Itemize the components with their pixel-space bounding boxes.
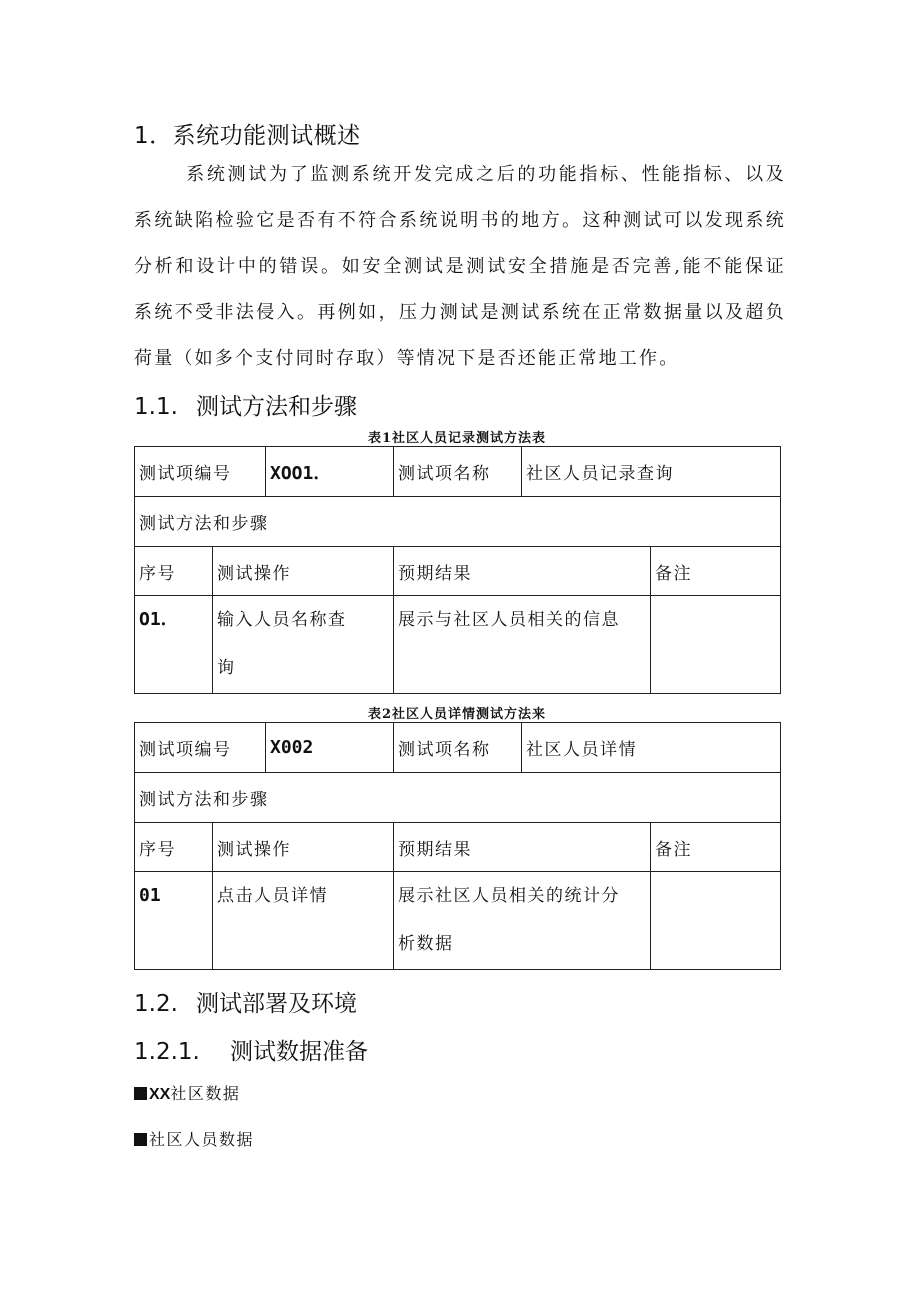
list-item: [134, 1127, 254, 1150]
column-header-note: 备注: [651, 823, 781, 872]
list-item: [134, 1081, 240, 1104]
test-table-2: [134, 722, 781, 970]
table-1-caption: 表1社区人员记录测试方法表: [367, 431, 547, 446]
test-name-label: 测试项名称: [394, 723, 522, 773]
section-number: 1．: [134, 123, 173, 149]
test-method-label: 测试方法和步骤: [135, 497, 781, 547]
bullet-text: 社区数据: [170, 1084, 241, 1103]
section-title: 测试方法和步骤: [196, 394, 357, 420]
section-title: 测试部署及环境: [196, 991, 357, 1017]
section-number: 1.2.1.: [134, 1039, 200, 1065]
section-heading-1: [134, 117, 361, 150]
section-number: 1.1.: [134, 394, 178, 420]
column-header-operation: 测试操作: [213, 823, 394, 872]
filled-square-icon: [134, 1133, 147, 1146]
column-header-seq: 序号: [135, 823, 213, 872]
section-heading-1-1: [134, 388, 357, 421]
row-note: [651, 872, 781, 970]
intro-paragraph: 系统测试为了监测系统开发完成之后的功能指标、性能指标、以及系统缺陷检验它是否有不符合系统说明书的地方。这种测试可以发现系统分析和设计中的错误。如安全测试是测试安全措施是否完善,能不能保证系统不受非法侵入。再例如，压力测试是测试系统在正常数据量以及超负荷量（如多个支付同时存取）等情况下是否还能正常地工作。: [134, 164, 786, 369]
row-expected: 展示社区人员相关的统计分析数据: [394, 872, 651, 970]
row-note: [651, 596, 781, 694]
section-heading-1-2: [134, 985, 357, 1018]
row-seq: O1．: [135, 596, 213, 694]
column-header-expected: 预期结果: [394, 823, 651, 872]
test-id-value: X002: [266, 723, 394, 773]
table-row: [135, 596, 781, 694]
test-name-label: 测试项名称: [394, 447, 522, 497]
section-number: 1.2.: [134, 991, 178, 1017]
row-seq: 01: [135, 872, 213, 970]
section-title: 测试数据准备: [230, 1039, 368, 1065]
filled-square-icon: [134, 1087, 147, 1100]
row-operation: 点击人员详情: [213, 872, 394, 970]
row-expected: 展示与社区人员相关的信息: [394, 596, 651, 694]
section-title: 系统功能测试概述: [172, 123, 361, 149]
test-id-label: 测试项编号: [135, 723, 266, 773]
column-header-operation: 测试操作: [213, 547, 394, 596]
column-header-note: 备注: [651, 547, 781, 596]
test-table-1: [134, 446, 781, 694]
test-id-label: 测试项编号: [135, 447, 266, 497]
section-heading-1-2-1: [134, 1033, 368, 1066]
test-method-label: 测试方法和步骤: [135, 773, 781, 823]
bullet-prefix: XX: [149, 1086, 171, 1103]
row-operation: 输入人员名称查询: [213, 596, 394, 694]
test-name-value: 社区人员记录查询: [522, 447, 781, 497]
bullet-text: 社区人员数据: [149, 1130, 255, 1149]
test-name-value: 社区人员详情: [522, 723, 781, 773]
column-header-seq: 序号: [135, 547, 213, 596]
table-row: [135, 872, 781, 970]
test-id-value: XOO1．: [266, 447, 394, 497]
table-2-caption: 表2社区人员详情测试方法来: [367, 707, 547, 722]
column-header-expected: 预期结果: [394, 547, 651, 596]
